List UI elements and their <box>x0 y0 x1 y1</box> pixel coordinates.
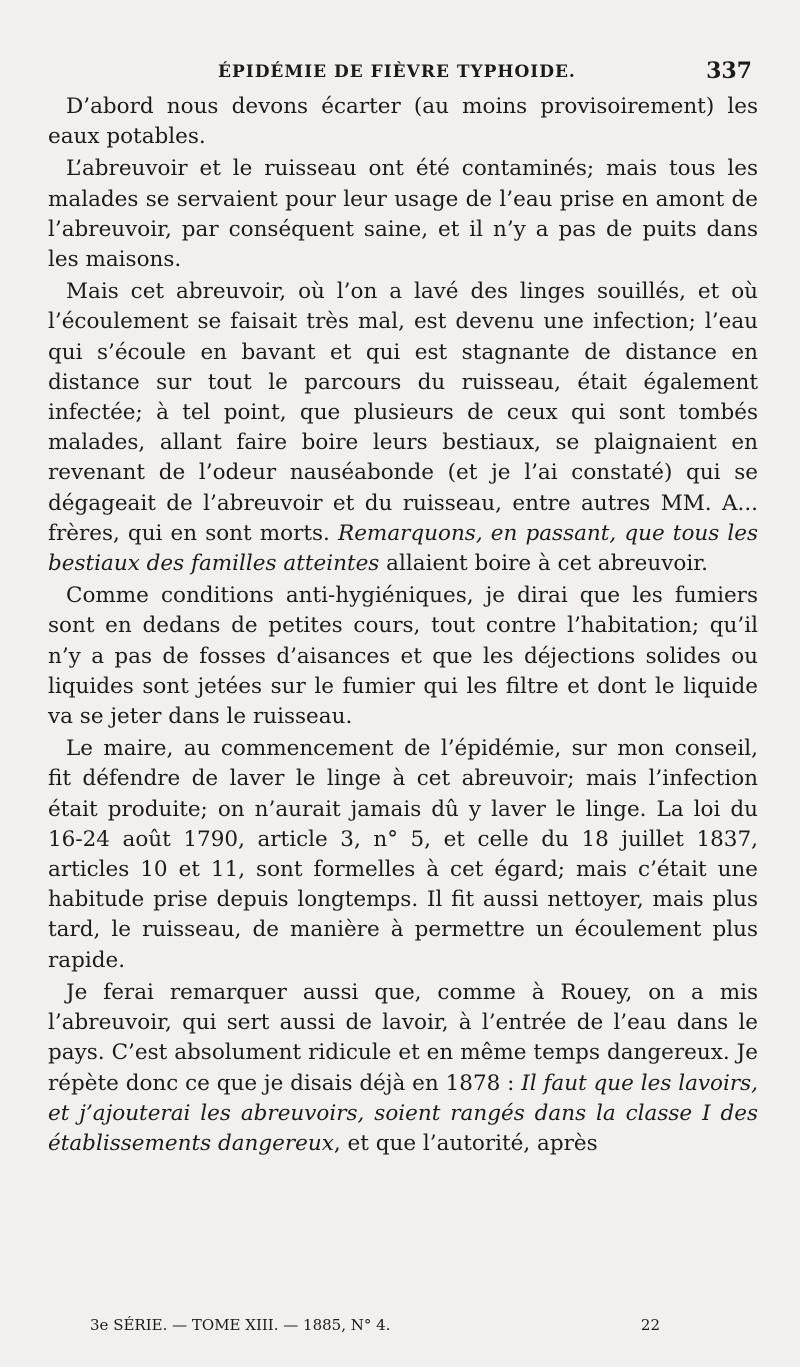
footer-signature: 22 <box>640 1316 660 1334</box>
page-number: 337 <box>706 58 752 84</box>
text-segment: Comme conditions anti-hygiéniques, je dirai que les fumiers sont en dedans de petites cours, tout contre l’habitation; qu’il n’y a pas de fosses d’aisances et que les déjections solides ou liquides sont jetées sur le fumier qui les filtre et dont le liquide va se jeter dans le ruisseau. <box>48 583 758 730</box>
paragraph <box>48 92 758 152</box>
text-segment: D’abord nous devons écarter (au moins provisoirement) les eaux potables. <box>48 94 758 150</box>
page-header <box>48 58 756 88</box>
paragraph <box>48 734 758 976</box>
body-text <box>48 92 758 1159</box>
italic-segment: Il faut que les lavoirs, et j’ajouterai les abreuvoirs, soient rangés dans la classe I des établissements dangereux <box>48 1070 758 1156</box>
footer-series: 3e SÉRIE. — TOME XIII. — 1885, N° 4. <box>90 1316 391 1334</box>
paragraph <box>48 277 758 579</box>
italic-segment: Remarquons, en passant, que tous les bestiaux des familles atteintes <box>48 520 759 577</box>
paragraph <box>48 581 758 732</box>
text-segment: Je ferai remarquer aussi que, comme à Rouey, on a mis l’abreuvoir, qui sert aussi de lavoir, à l’entrée de l’eau dans le pays. C’est absolument ridicule et en même temps dangereux. Je répète donc ce que je disais déjà en 1878 : <box>48 979 758 1096</box>
text-segment: , et que l’autorité, après <box>333 1130 598 1156</box>
running-title: ÉPIDÉMIE DE FIÈVRE TYPHOIDE. <box>218 62 576 82</box>
text-segment: Mais cet abreuvoir, où l’on a lavé des linges souillés, et où l’écoulement se faisait très mal, est devenu une infection; l’eau qui s’écoule en bavant et qui est stagnante de distance en distance sur tout le parcours du ruisseau, était également infectée; à tel point, que plusieurs de ceux qui sont tombés malades, allant faire boire leurs bestiaux, se plaignaient en revenant de l’odeur nauséabonde (et je l’ai constaté) qui se dégageait de l’abreuvoir et du ruisseau, entre autres MM. A... frères, qui en sont morts. <box>48 279 758 546</box>
paragraph <box>48 154 758 275</box>
text-segment: L’abreuvoir et le ruisseau ont été contaminés; mais tous les malades se servaient pour leur usage de l’eau prise en amont de l’abreuvoir, par conséquent saine, et il n’y a pas de puits dans les maisons. <box>48 156 758 273</box>
page-footer <box>90 1316 660 1334</box>
text-segment: allaient boire à cet abreuvoir. <box>379 551 708 577</box>
paragraph <box>48 978 758 1159</box>
text-segment: Le maire, au commencement de l’épidémie, sur mon conseil, fit défendre de laver le linge à cet abreuvoir; mais l’infection était produite; on n’aurait jamais dû y laver le linge. La loi du 16-24 août 1790, article 3, n° 5, et celle du 18 juillet 1837, articles 10 et 11, sont formelles à cet égard; mais c’était une habitude prise depuis longtemps. Il fit aussi nettoyer, mais plus tard, le ruisseau, de manière à permettre un écoulement plus rapide. <box>48 736 758 973</box>
